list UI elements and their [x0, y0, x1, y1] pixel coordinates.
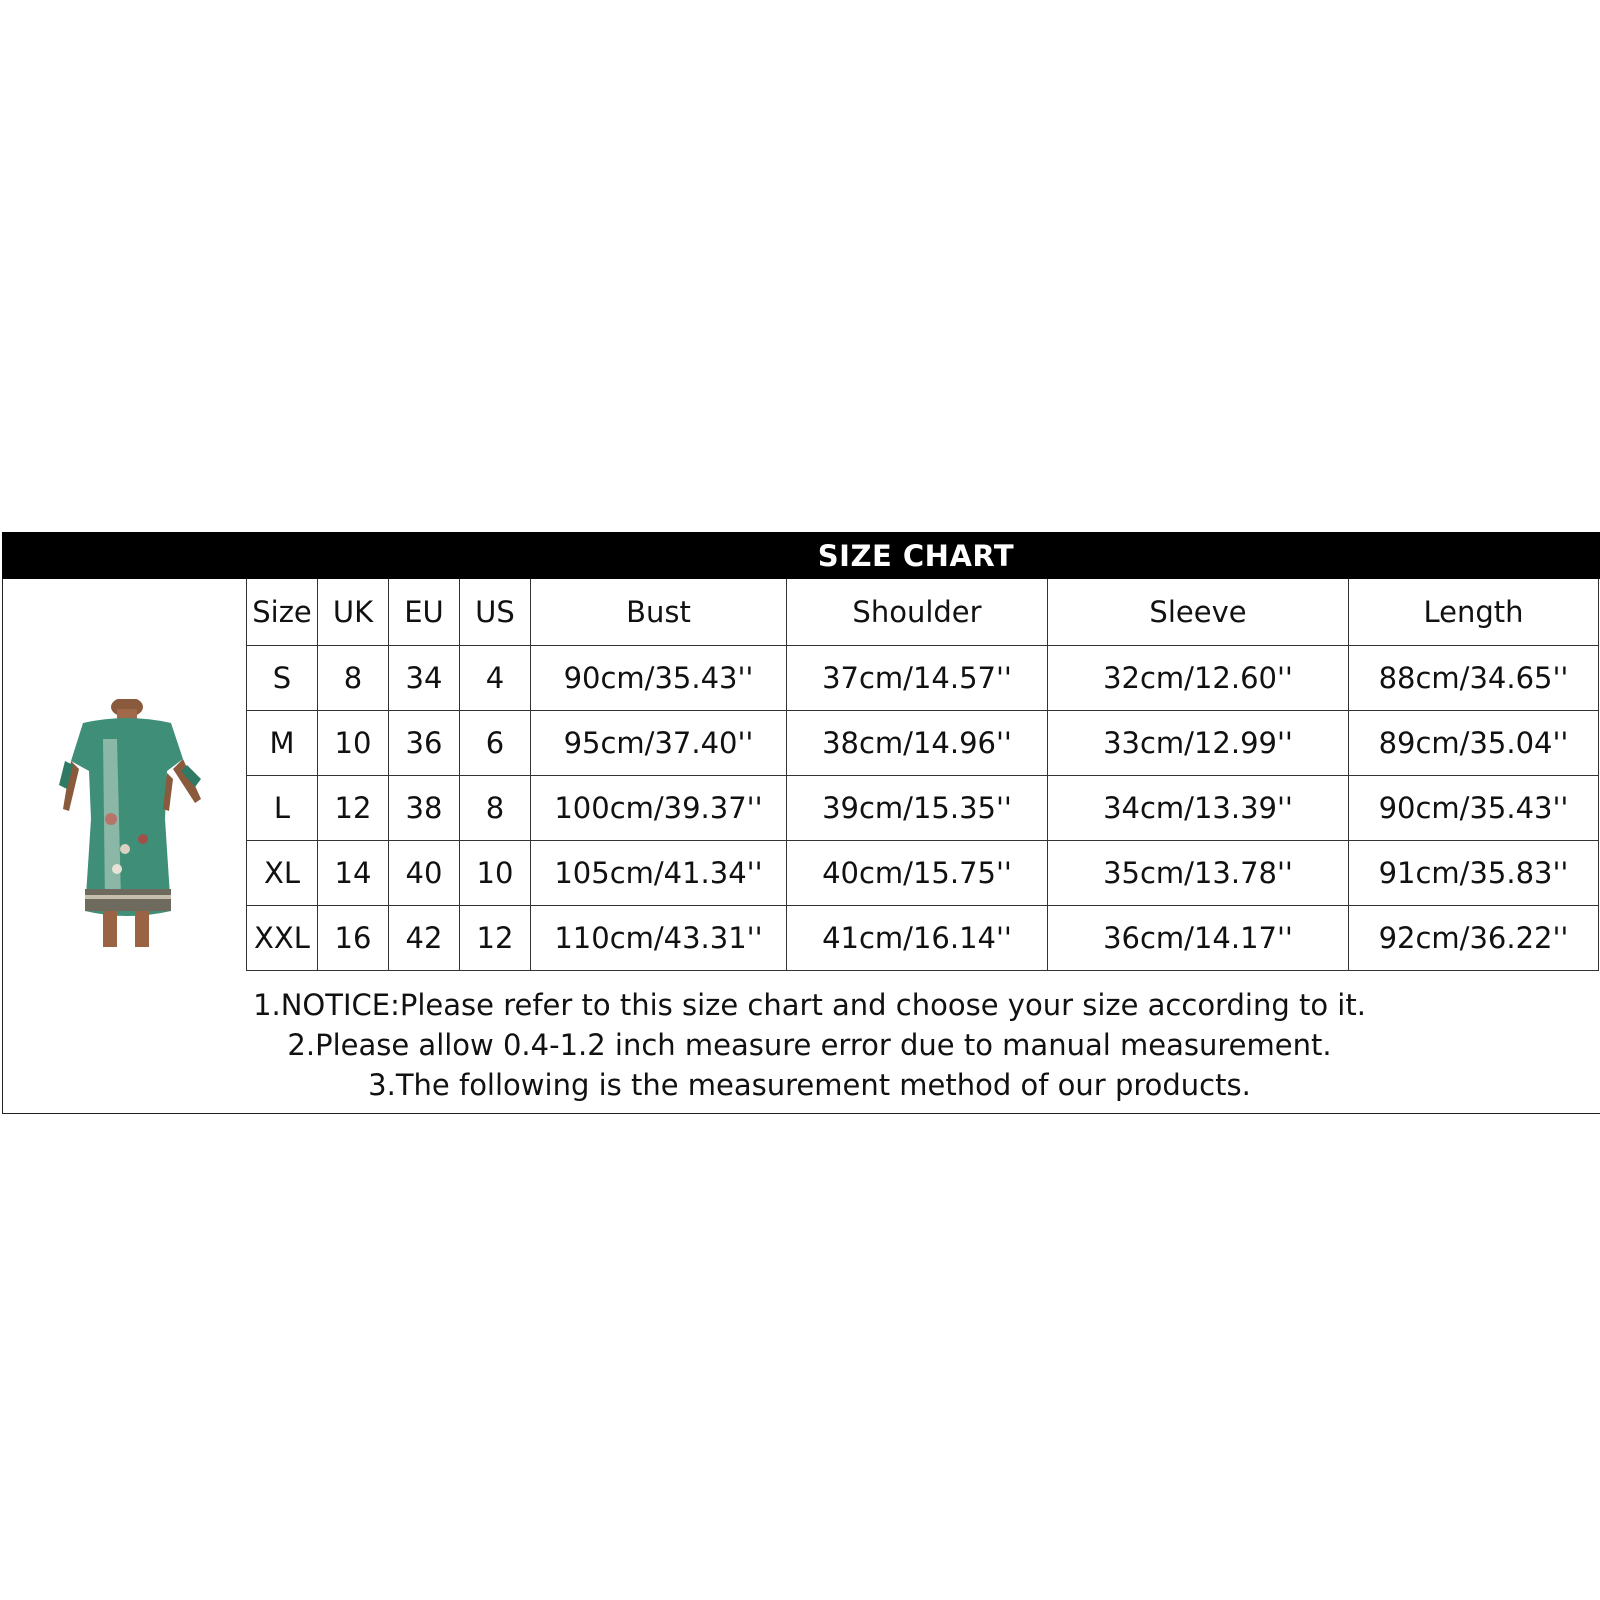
- cell-uk: 12: [318, 776, 389, 841]
- cell-us: 8: [460, 776, 531, 841]
- size-chart-body: [2, 579, 1600, 977]
- cell-size: S: [247, 646, 318, 711]
- note-2: 2.Please allow 0.4-1.2 inch measure error due to manual measurement.: [287, 1028, 1332, 1062]
- cell-us: 10: [460, 841, 531, 906]
- cell-shoulder: 41cm/16.14'': [787, 906, 1048, 971]
- cell-uk: 10: [318, 711, 389, 776]
- header-eu: EU: [389, 579, 460, 646]
- size-chart-title: SIZE CHART: [817, 538, 1015, 573]
- cell-eu: 36: [389, 711, 460, 776]
- header-us: US: [460, 579, 531, 646]
- cell-length: 91cm/35.83'': [1349, 841, 1599, 906]
- cell-sleeve: 34cm/13.39'': [1048, 776, 1349, 841]
- header-size: Size: [247, 579, 318, 646]
- cell-bust: 95cm/37.40'': [531, 711, 787, 776]
- cell-length: 89cm/35.04'': [1349, 711, 1599, 776]
- note-3: 3.The following is the measurement method of our products.: [368, 1068, 1251, 1102]
- cell-us: 6: [460, 711, 531, 776]
- cell-size: XXL: [247, 906, 318, 971]
- notes-section: [2, 977, 1600, 1114]
- cell-shoulder: 38cm/14.96'': [787, 711, 1048, 776]
- cell-bust: 90cm/35.43'': [531, 646, 787, 711]
- cell-bust: 100cm/39.37'': [531, 776, 787, 841]
- header-uk: UK: [318, 579, 389, 646]
- cell-eu: 34: [389, 646, 460, 711]
- cell-sleeve: 33cm/12.99'': [1048, 711, 1349, 776]
- cell-uk: 8: [318, 646, 389, 711]
- cell-bust: 105cm/41.34'': [531, 841, 787, 906]
- cell-shoulder: 40cm/15.75'': [787, 841, 1048, 906]
- product-photo: [3, 579, 246, 977]
- table-row: [247, 646, 1599, 711]
- cell-shoulder: 39cm/15.35'': [787, 776, 1048, 841]
- cell-eu: 40: [389, 841, 460, 906]
- header-sleeve: Sleeve: [1048, 579, 1349, 646]
- cell-uk: 14: [318, 841, 389, 906]
- cell-sleeve: 32cm/12.60'': [1048, 646, 1349, 711]
- size-chart-title-bar: [2, 532, 1600, 579]
- cell-bust: 110cm/43.31'': [531, 906, 787, 971]
- cell-eu: 42: [389, 906, 460, 971]
- cell-size: XL: [247, 841, 318, 906]
- cell-sleeve: 36cm/14.17'': [1048, 906, 1349, 971]
- cell-length: 90cm/35.43'': [1349, 776, 1599, 841]
- cell-length: 88cm/34.65'': [1349, 646, 1599, 711]
- cell-us: 12: [460, 906, 531, 971]
- cell-size: M: [247, 711, 318, 776]
- cell-uk: 16: [318, 906, 389, 971]
- table-row: [247, 776, 1599, 841]
- size-chart: [2, 532, 1600, 1114]
- cell-length: 92cm/36.22'': [1349, 906, 1599, 971]
- cell-sleeve: 35cm/13.78'': [1048, 841, 1349, 906]
- cell-eu: 38: [389, 776, 460, 841]
- header-bust: Bust: [531, 579, 787, 646]
- header-shoulder: Shoulder: [787, 579, 1048, 646]
- table-header-row: [247, 579, 1599, 646]
- note-1: 1.NOTICE:Please refer to this size chart and choose your size according to it.: [253, 988, 1366, 1022]
- table-row: [247, 711, 1599, 776]
- cell-shoulder: 37cm/14.57'': [787, 646, 1048, 711]
- header-length: Length: [1349, 579, 1599, 646]
- cell-us: 4: [460, 646, 531, 711]
- table-row: [247, 841, 1599, 906]
- size-table: [246, 579, 1599, 971]
- cell-size: L: [247, 776, 318, 841]
- table-row: [247, 906, 1599, 971]
- dress-model-image: [55, 699, 205, 949]
